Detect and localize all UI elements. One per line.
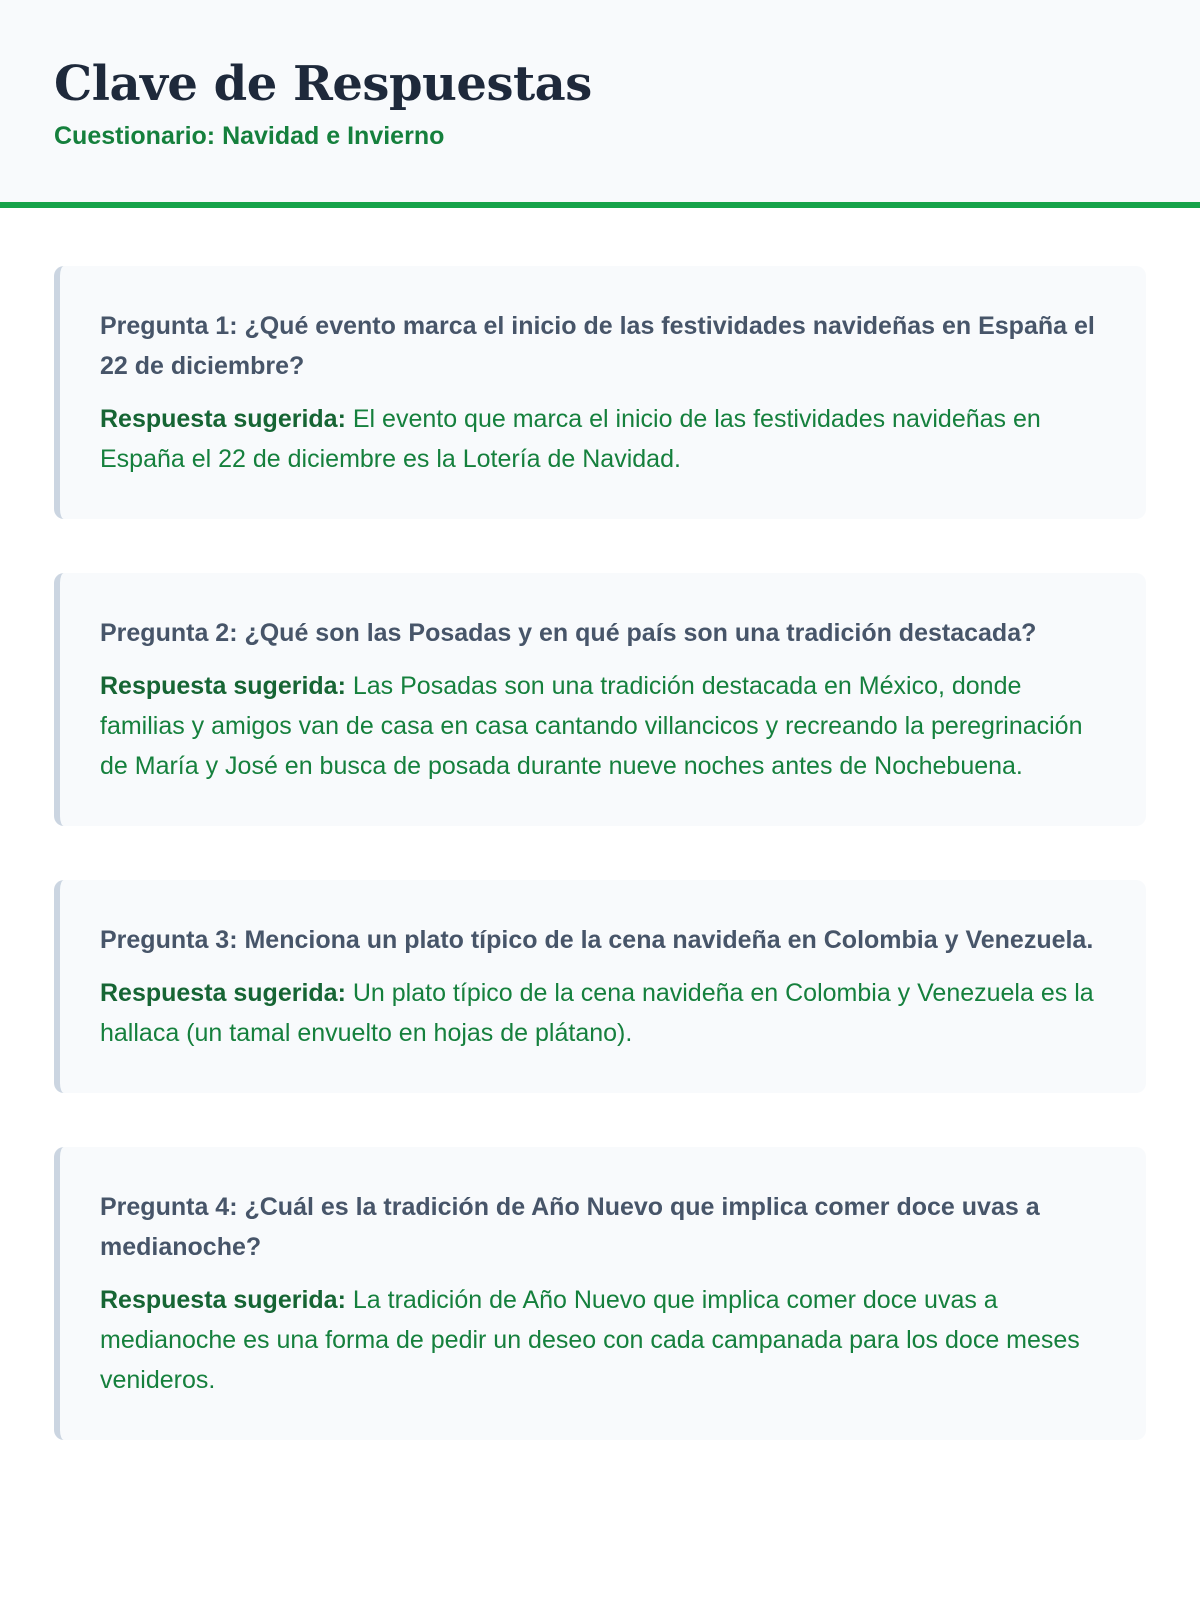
answer-text	[100, 973, 1098, 1053]
answer-label: Respuesta sugerida:	[100, 1286, 346, 1314]
answer-label: Respuesta sugerida:	[100, 672, 346, 700]
page-title: Clave de Respuestas	[54, 56, 592, 112]
answer-text	[100, 666, 1098, 786]
question-text: Pregunta 1: ¿Qué evento marca el inicio de las festividades navideñas en España el 22 de diciembre?	[100, 312, 1095, 380]
question-card-3	[54, 880, 1146, 1093]
page-subtitle: Cuestionario: Navidad e Invierno	[54, 122, 445, 150]
answer-body: El evento que marca el inicio de las festividades navideñas en España el 22 de diciembre es la Lotería de Navidad.	[100, 405, 1041, 473]
answer-body: La tradición de Año Nuevo que implica comer doce uvas a medianoche es una forma de pedir un deseo con cada campanada para los doce meses venideros.	[100, 1286, 1080, 1394]
answer-text	[100, 399, 1098, 479]
page-header	[0, 0, 1200, 208]
question-text: Pregunta 4: ¿Cuál es la tradición de Año Nuevo que implica comer doce uvas a medianoche?	[100, 1193, 1040, 1261]
question-card-2	[54, 573, 1146, 826]
answer-body: Las Posadas son una tradición destacada en México, donde familias y amigos van de casa en casa cantando villancicos y recreando la peregrinación de María y José en busca de posada durante nueve noches antes de Nochebuena.	[100, 672, 1083, 780]
answer-label: Respuesta sugerida:	[100, 405, 346, 433]
question-card-4	[54, 1147, 1146, 1440]
question-text: Pregunta 2: ¿Qué son las Posadas y en qué país son una tradición destacada?	[100, 619, 1037, 647]
answer-label: Respuesta sugerida:	[100, 979, 346, 1007]
question-card-1	[54, 266, 1146, 519]
answer-body: Un plato típico de la cena navideña en Colombia y Venezuela es la hallaca (un tamal envuelto en hojas de plátano).	[100, 979, 1094, 1047]
answer-text	[100, 1280, 1098, 1400]
question-text: Pregunta 3: Menciona un plato típico de la cena navideña en Colombia y Venezuela.	[100, 926, 1094, 954]
answer-key-list	[0, 208, 1200, 1440]
